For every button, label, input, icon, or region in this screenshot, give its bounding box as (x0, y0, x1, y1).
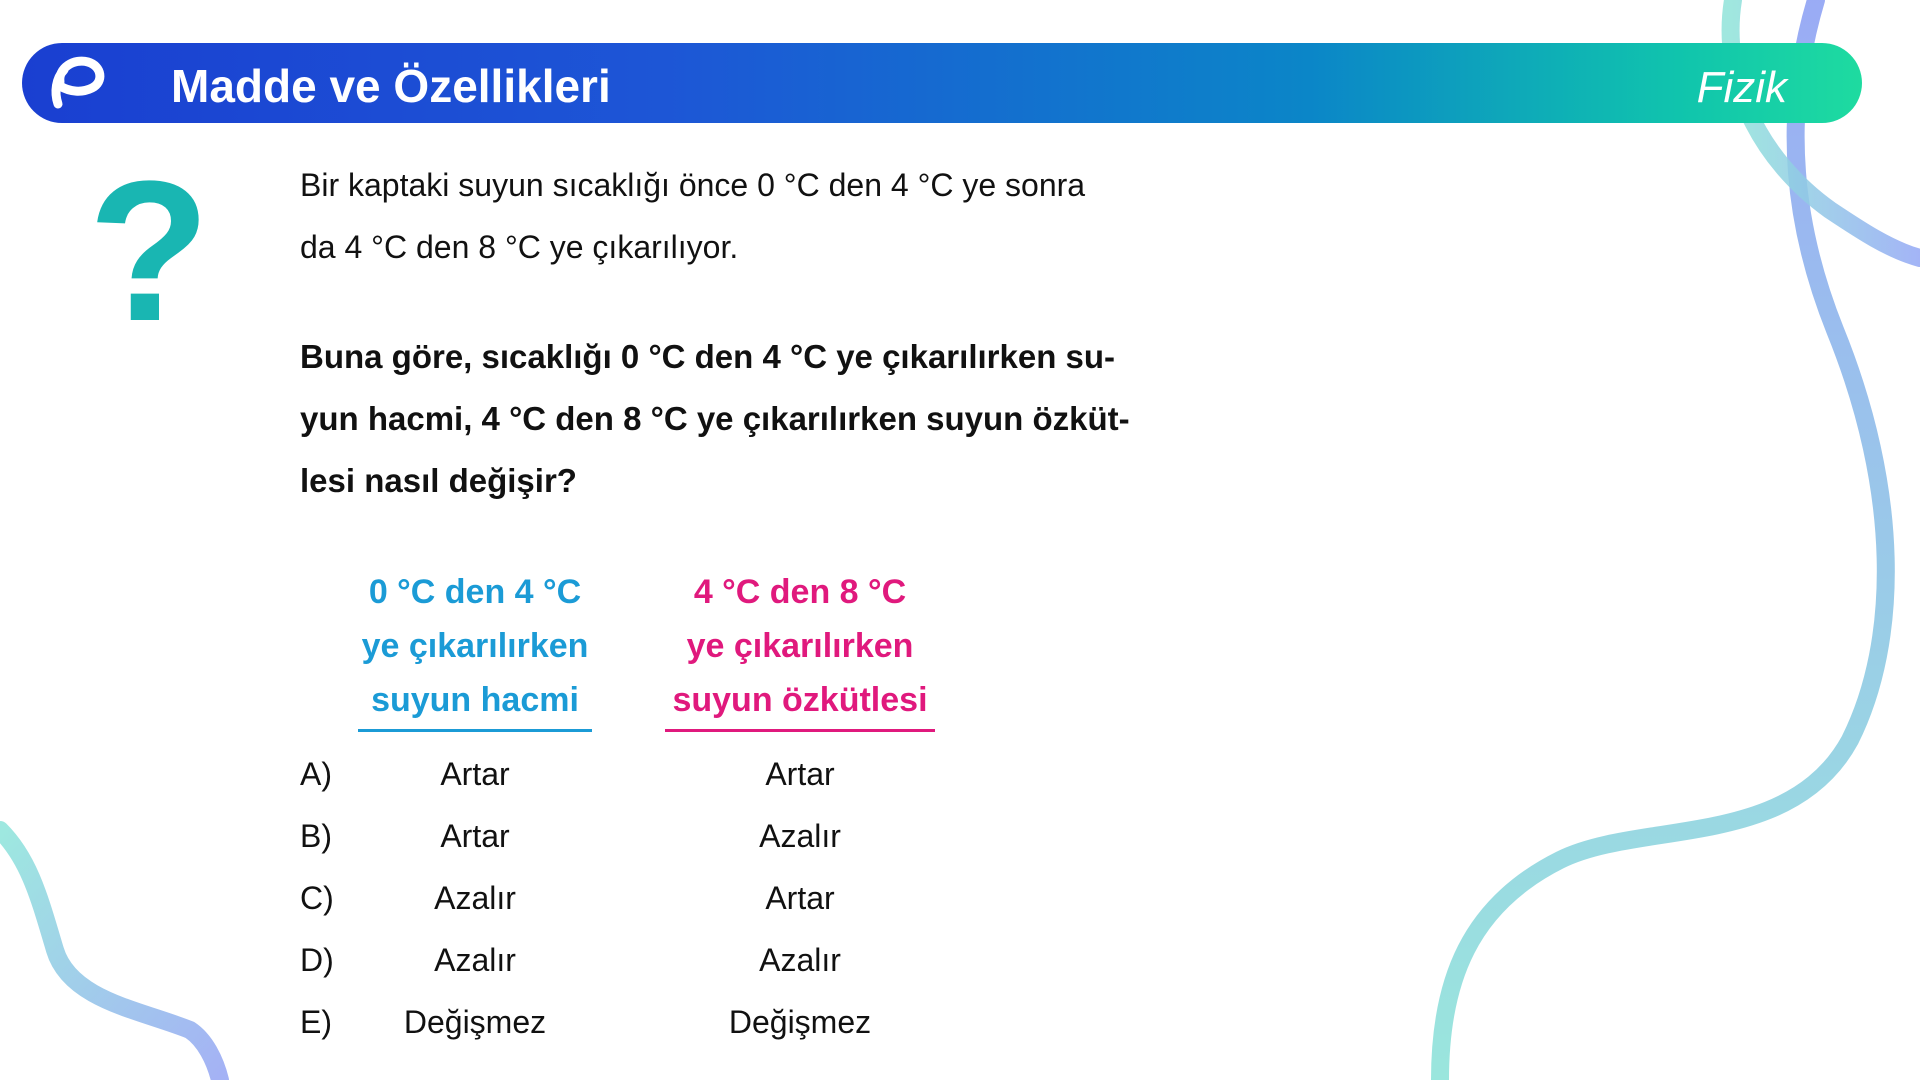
option-density-value: Azalır (759, 818, 841, 854)
page-title: Madde ve Özellikleri (171, 60, 611, 112)
prompt-line: lesi nasıl değişir? (300, 462, 577, 499)
column-header-line: suyun özkütlesi (672, 681, 928, 719)
question-mark-icon: ? (88, 140, 211, 363)
answer-option-c[interactable] (300, 867, 1000, 929)
option-density-value: Artar (765, 756, 835, 792)
column-header-line: suyun hacmi (371, 681, 579, 719)
answer-option-b[interactable] (300, 805, 1000, 867)
prompt-line: Buna göre, sıcaklığı 0 °C den 4 °C ye çıkarılırken su- (300, 338, 1116, 375)
column-header-line: 4 °C den 8 °C (693, 573, 907, 611)
option-letter: A) (300, 756, 332, 792)
column-header-volume (358, 565, 592, 732)
stem-line: da 4 °C den 8 °C ye çıkarılıyor. (300, 229, 739, 265)
question-stem (300, 154, 1180, 278)
answer-option-d[interactable] (300, 929, 1000, 991)
option-letter: D) (300, 942, 334, 978)
option-letter: B) (300, 818, 332, 854)
option-letter: C) (300, 880, 334, 916)
option-density-value: Değişmez (728, 1004, 872, 1040)
subject-label: Fizik (1696, 63, 1787, 112)
option-density-value: Artar (765, 880, 835, 916)
column-header-density (665, 565, 935, 732)
option-volume-value: Artar (440, 756, 510, 792)
option-density-value: Azalır (759, 942, 841, 978)
brand-logo-icon (44, 52, 110, 118)
option-volume-value: Artar (440, 818, 510, 854)
column-header-line: ye çıkarılırken (686, 627, 914, 665)
option-volume-value: Azalır (434, 880, 516, 916)
answer-options (300, 743, 1000, 1053)
option-volume-value: Değişmez (403, 1004, 547, 1040)
answer-option-a[interactable] (300, 743, 1000, 805)
column-header-line: ye çıkarılırken (361, 627, 589, 665)
question-prompt (300, 326, 1180, 512)
option-letter: E) (300, 1004, 332, 1040)
option-volume-value: Azalır (434, 942, 516, 978)
column-header-line: 0 °C den 4 °C (368, 573, 582, 611)
stem-line: Bir kaptaki suyun sıcaklığı önce 0 °C den 4 °C ye sonra (300, 167, 1086, 203)
answer-option-e[interactable] (300, 991, 1000, 1053)
prompt-line: yun hacmi, 4 °C den 8 °C ye çıkarılırken suyun özküt- (300, 400, 1130, 437)
